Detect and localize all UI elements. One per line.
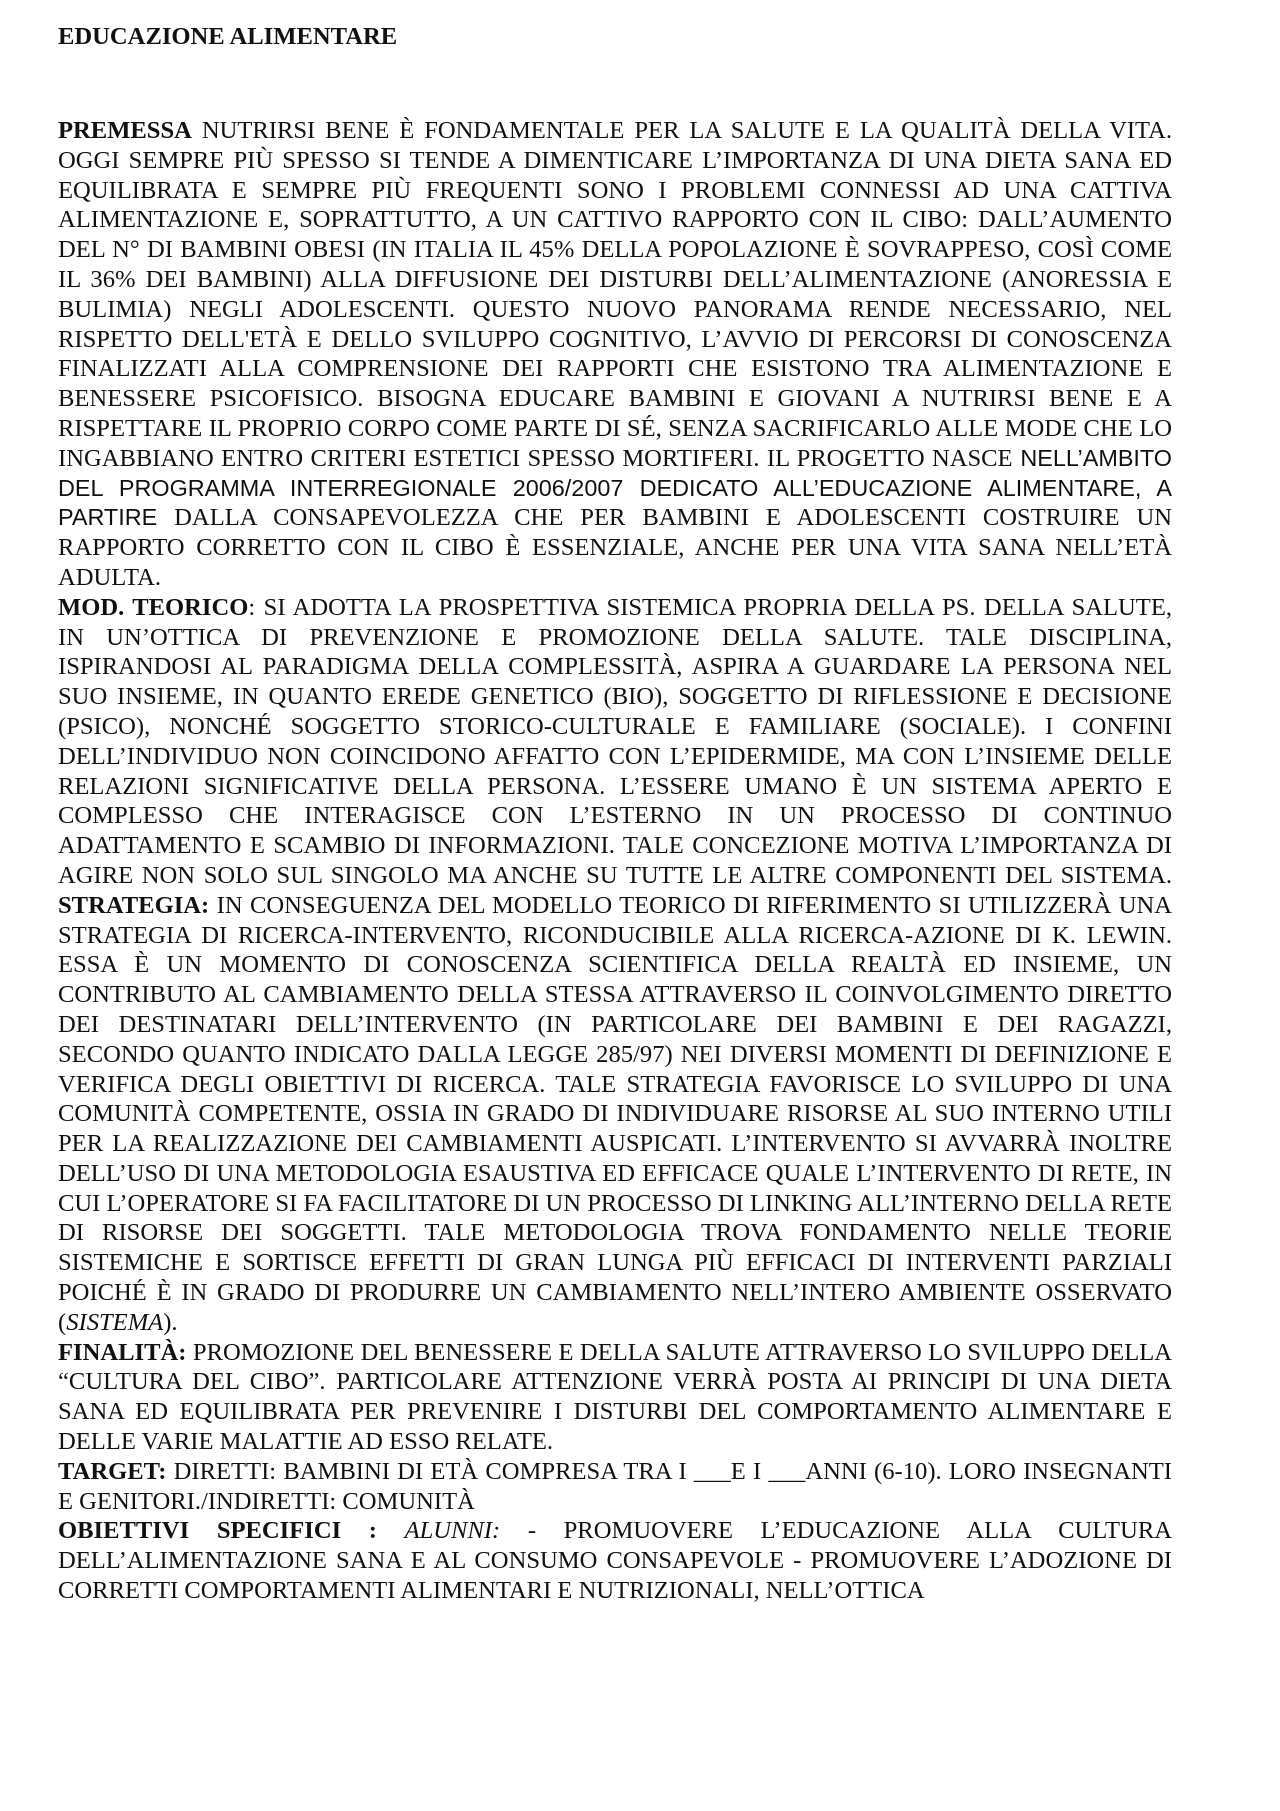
modello-teorico-label: MOD. TEORICO (58, 593, 249, 621)
obiettivi-paragraph (58, 1516, 1172, 1605)
strategia-text: IN CONSEGUENZA DEL MODELLO TEORICO DI RIFERIMENTO SI UTILIZZERÀ UNA STRATEGIA DI RICERCA-INTERVENTO, RICONDUCIBILE ALLA RICERCA-AZIONE DI K. LEWIN. ESSA È UN MOMENTO DI CONOSCENZA SCIENTIFICA DELLA REALTÀ ED INSIEME, UN CONTRIBUTO AL CAMBIAMENTO DELLA STESSA ATTRAVERSO IL COINVOLGIMENTO DIRETTO DEI DESTINATARI DELL’INTERVENTO (IN PARTICOLARE DEI BAMBINI E DEI RAGAZZI, SECONDO QUANTO INDICATO DALLA LEGGE 285/97) NEI DIVERSI MOMENTI DI DEFINIZIONE E VERIFICA DEGLI OBIETTIVI DI RICERCA. TALE STRATEGIA FAVORISCE LO SVILUPPO DI UNA COMUNITÀ COMPETENTE, OSSIA IN GRADO DI INDIVIDUARE RISORSE AL SUO INTERNO UTILI PER LA REALIZZAZIONE DEI CAMBIAMENTI AUSPICATI. L’INTERVENTO SI AVVARRÀ INOLTRE DELL’USO DI UNA METODOLOGIA ESAUSTIVA ED EFFICACE QUALE L’INTERVENTO DI RETE, IN CUI L’OPERATORE SI FA FACILITATORE DI UN PROCESSO DI LINKING ALL’INTERNO DELLA RETE DI RISORSE DEI SOGGETTI. TALE METODOLOGIA TROVA FONDAMENTO NELLE TEORIE SISTEMICHE E SORTISCE EFFETTI DI GRAN LUNGA PIÙ EFFICACI DI INTERVENTI PARZIALI POICHÉ È IN GRADO DI PRODURRE UN CAMBIAMENTO NELL’INTERO AMBIENTE OSSERVATO ( (58, 891, 1172, 1336)
finalita-text: PROMOZIONE DEL BENESSERE E DELLA SALUTE ATTRAVERSO LO SVILUPPO DELLA “CULTURA DEL CIBO”. PARTICOLARE ATTENZIONE VERRÀ POSTA AI PRINCIPI DI UNA DIETA SANA ED EQUILIBRATA PER PREVENIRE I DISTURBI DEL COMPORTAMENTO ALIMENTARE E DELLE VARIE MALATTIE AD ESSO RELATE. (58, 1338, 1172, 1456)
modello-teorico-text: : SI ADOTTA LA PROSPETTIVA SISTEMICA PROPRIA DELLA PS. DELLA SALUTE, IN UN’OTTICA DI PREVENZIONE E PROMOZIONE DELLA SALUTE. TALE DISCIPLINA, ISPIRANDOSI AL PARADIGMA DELLA COMPLESSITÀ, ASPIRA A GUARDARE LA PERSONA NEL SUO INSIEME, IN QUANTO EREDE GENETICO (BIO), SOGGETTO DI RIFLESSIONE E DECISIONE (PSICO), NONCHÉ SOGGETTO STORICO-CULTURALE E FAMILIARE (SOCIALE). I CONFINI DELL’INDIVIDUO NON COINCIDONO AFFATTO CON L’EPIDERMIDE, MA CON L’INSIEME DELLE RELAZIONI SIGNIFICATIVE DELLA PERSONA. L’ESSERE UMANO È UN SISTEMA APERTO E COMPLESSO CHE INTERAGISCE CON L’ESTERNO IN UN PROCESSO DI CONTINUO ADATTAMENTO E SCAMBIO DI INFORMAZIONI. TALE CONCEZIONE MOTIVA L’IMPORTANZA DI AGIRE NON SOLO SUL SINGOLO MA ANCHE SU TUTTE LE ALTRE COMPONENTI DEL SISTEMA. (58, 593, 1173, 889)
premessa-label: PREMESSA (58, 117, 192, 144)
finalita-paragraph (58, 1338, 1172, 1457)
strategia-label: STRATEGIA: (58, 891, 210, 919)
alunni-label: ALUNNI: (404, 1517, 501, 1545)
target-paragraph (58, 1457, 1172, 1517)
finalita-label: FINALITÀ: (58, 1338, 187, 1366)
sistema-italic: SISTEMA (66, 1308, 164, 1336)
document-title: EDUCAZIONE ALIMENTARE (58, 23, 398, 50)
obiettivi-label: OBIETTIVI SPECIFICI : (58, 1517, 377, 1545)
premessa-paragraph (58, 116, 1172, 593)
target-text: DIRETTI: BAMBINI DI ETÀ COMPRESA TRA I ___E I ___ANNI (6-10). LORO INSEGNANTI E GENITORI./INDIRETTI: COMUNITÀ (58, 1457, 1172, 1515)
premessa-text-b: DALLA CONSAPEVOLEZZA CHE PER BAMBINI E ADOLESCENTI COSTRUIRE UN RAPPORTO CORRETTO CON IL CIBO È ESSENZIALE, ANCHE PER UNA VITA SANA NELL’ETÀ ADULTA. (58, 504, 1172, 591)
obiettivi-text: - PROMUOVERE L’EDUCAZIONE ALLA CULTURA DELL’ALIMENTAZIONE SANA E AL CONSUMO CONSAPEVOLE - PROMUOVERE L’ADOZIONE DI CORRETTI COMPORTAMENTI ALIMENTARI E NUTRIZIONALI, NELL’OTTICA (58, 1517, 1172, 1605)
premessa-text-a: NUTRIRSI BENE È FONDAMENTALE PER LA SALUTE E LA QUALITÀ DELLA VITA. OGGI SEMPRE PIÙ SPESSO SI TENDE A DIMENTICARE L’IMPORTANZA DI UNA DIETA SANA ED EQUILIBRATA E SEMPRE PIÙ FREQUENTI SONO I PROBLEMI CONNESSI AD UNA CATTIVA ALIMENTAZIONE E, SOPRATTUTTO, A UN CATTIVO RAPPORTO CON IL CIBO: DALL’AUMENTO DEL N° DI BAMBINI OBESI (IN ITALIA IL 45% DELLA POPOLAZIONE È SOVRAPPESO, COSÌ COME IL 36% DEI BAMBINI) ALLA DIFFUSIONE DEI DISTURBI DELL’ALIMENTAZIONE (ANORESSIA E BULIMIA) NEGLI ADOLESCENTI. QUESTO NUOVO PANORAMA RENDE NECESSARIO, NEL RISPETTO DELL'ETÀ E DELLO SVILUPPO COGNITIVO, L’AVVIO DI PERCORSI DI CONOSCENZA FINALIZZATI ALLA COMPRENSIONE DEI RAPPORTI CHE ESISTONO TRA ALIMENTAZIONE E BENESSERE PSICOFISICO. BISOGNA EDUCARE BAMBINI E GIOVANI A NUTRIRSI BENE E A RISPETTARE IL PROPRIO CORPO COME PARTE DI SÉ, SENZA SACRIFICARLO ALLE MODE CHE LO INGABBIANO ENTRO CRITERI ESTETICI SPESSO MORTIFERI. IL PROGETTO NASCE (58, 117, 1172, 472)
strategia-closing: ). (163, 1308, 178, 1336)
modello-teorico-paragraph (58, 593, 1172, 1338)
premessa-text-sans: NELL’AMBITO DEL PROGRAMMA INTERREGIONALE 2006/2007 DEDICATO ALL’EDUCAZIONE ALIMENTARE, A PARTIRE (58, 444, 1172, 531)
target-label: TARGET: (58, 1457, 167, 1485)
